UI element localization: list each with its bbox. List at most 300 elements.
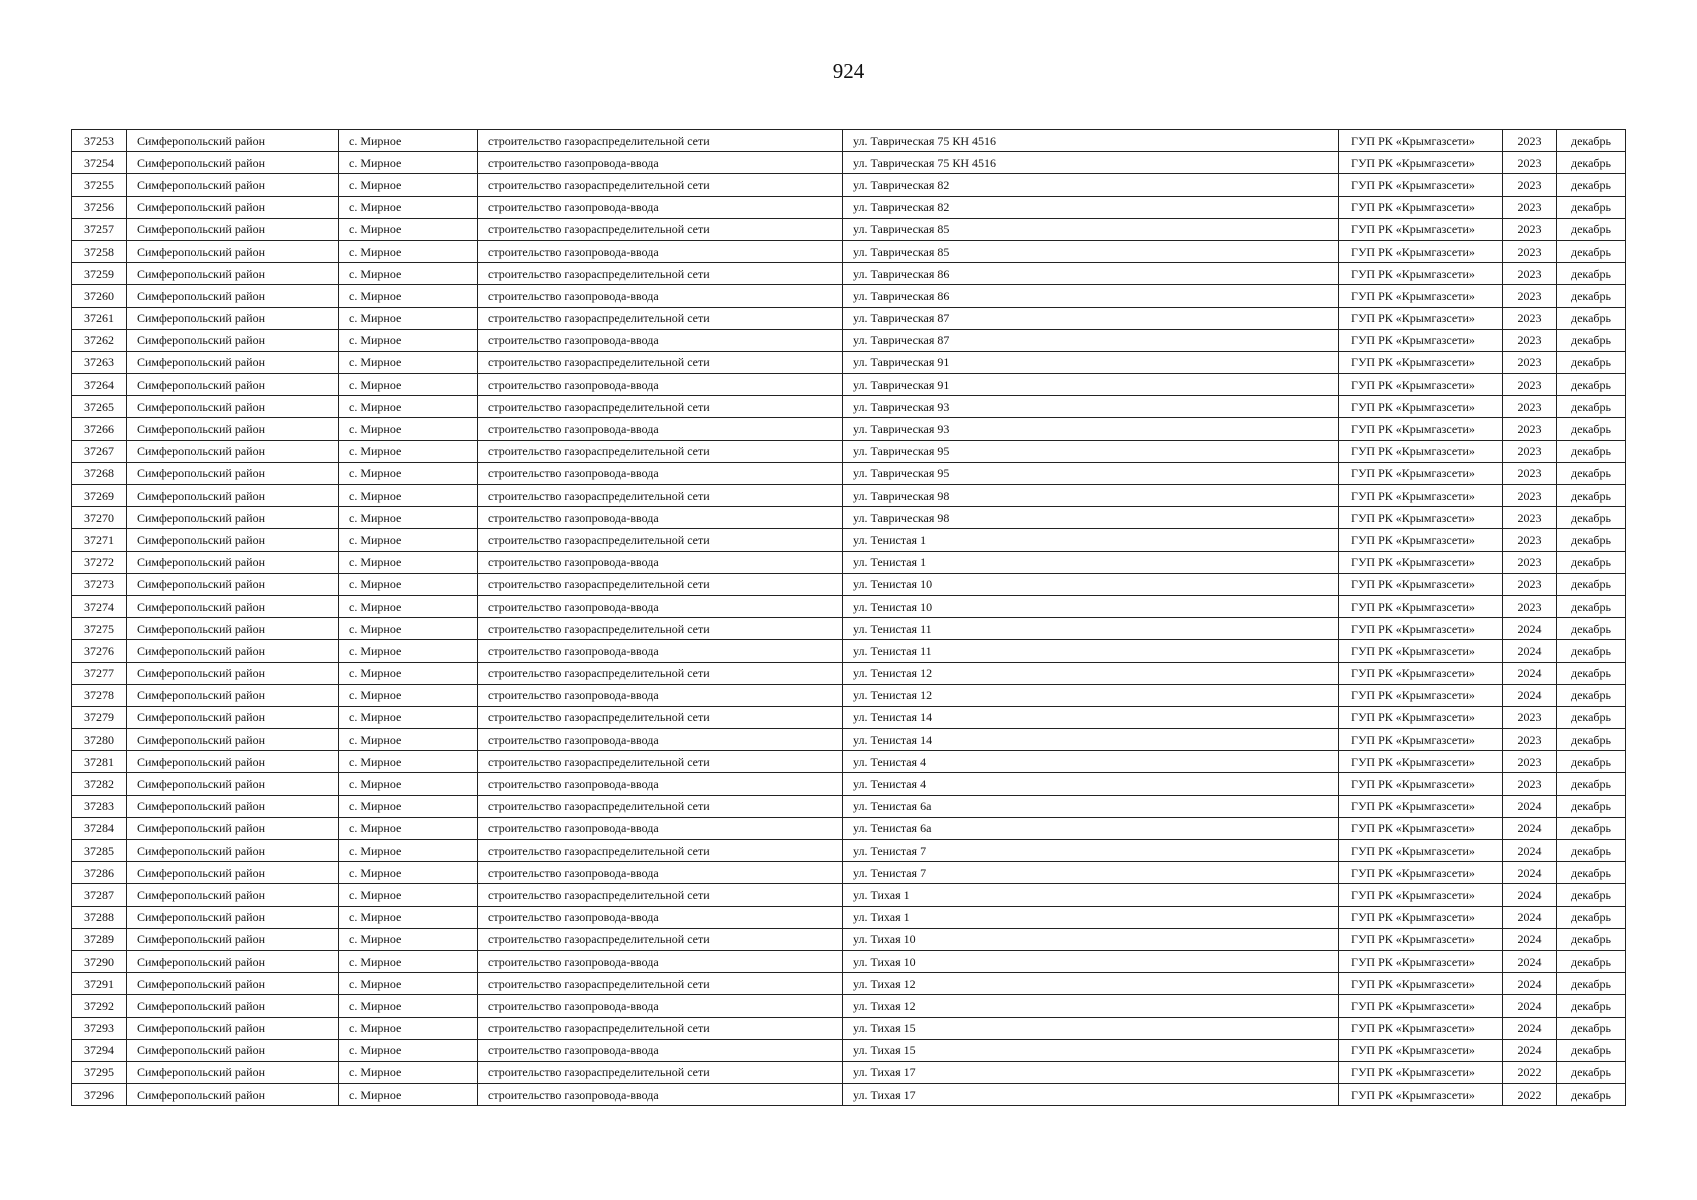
year-cell: 2023 xyxy=(1503,240,1557,262)
row-number: 37261 xyxy=(72,307,127,329)
work-type-cell: строительство газопровода-ввода xyxy=(478,595,843,617)
district-cell: Симферопольский район xyxy=(127,906,339,928)
month-cell: декабрь xyxy=(1557,152,1626,174)
year-cell: 2023 xyxy=(1503,263,1557,285)
organization-cell: ГУП РК «Крымгазсети» xyxy=(1339,640,1503,662)
table-row xyxy=(72,618,1626,640)
address-cell: ул. Таврическая 91 xyxy=(843,351,1339,373)
organization-cell: ГУП РК «Крымгазсети» xyxy=(1339,174,1503,196)
row-number: 37260 xyxy=(72,285,127,307)
table-row xyxy=(72,329,1626,351)
table-row xyxy=(72,130,1626,152)
month-cell: декабрь xyxy=(1557,995,1626,1017)
year-cell: 2023 xyxy=(1503,751,1557,773)
work-type-cell: строительство газопровода-ввода xyxy=(478,462,843,484)
district-cell: Симферопольский район xyxy=(127,196,339,218)
settlement-cell: с. Мирное xyxy=(339,374,478,396)
settlement-cell: с. Мирное xyxy=(339,995,478,1017)
settlement-cell: с. Мирное xyxy=(339,440,478,462)
work-type-cell: строительство газораспределительной сети xyxy=(478,884,843,906)
settlement-cell: с. Мирное xyxy=(339,174,478,196)
page-number: 924 xyxy=(832,59,865,83)
work-type-cell: строительство газораспределительной сети xyxy=(478,573,843,595)
address-cell: ул. Тихая 12 xyxy=(843,973,1339,995)
district-cell: Симферопольский район xyxy=(127,618,339,640)
registry-table xyxy=(71,129,1626,1106)
district-cell: Симферопольский район xyxy=(127,418,339,440)
organization-cell: ГУП РК «Крымгазсети» xyxy=(1339,795,1503,817)
district-cell: Симферопольский район xyxy=(127,507,339,529)
address-cell: ул. Тихая 15 xyxy=(843,1017,1339,1039)
settlement-cell: с. Мирное xyxy=(339,462,478,484)
district-cell: Симферопольский район xyxy=(127,462,339,484)
work-type-cell: строительство газопровода-ввода xyxy=(478,729,843,751)
organization-cell: ГУП РК «Крымгазсети» xyxy=(1339,440,1503,462)
row-number: 37289 xyxy=(72,928,127,950)
address-cell: ул. Таврическая 85 xyxy=(843,240,1339,262)
organization-cell: ГУП РК «Крымгазсети» xyxy=(1339,240,1503,262)
row-number: 37259 xyxy=(72,263,127,285)
year-cell: 2023 xyxy=(1503,551,1557,573)
work-type-cell: строительство газопровода-ввода xyxy=(478,950,843,972)
month-cell: декабрь xyxy=(1557,1061,1626,1083)
year-cell: 2023 xyxy=(1503,130,1557,152)
year-cell: 2022 xyxy=(1503,1084,1557,1106)
work-type-cell: строительство газораспределительной сети xyxy=(478,706,843,728)
table-row xyxy=(72,995,1626,1017)
address-cell: ул. Таврическая 98 xyxy=(843,507,1339,529)
month-cell: декабрь xyxy=(1557,573,1626,595)
address-cell: ул. Тенистая 14 xyxy=(843,729,1339,751)
address-cell: ул. Тенистая 12 xyxy=(843,684,1339,706)
district-cell: Симферопольский район xyxy=(127,928,339,950)
settlement-cell: с. Мирное xyxy=(339,285,478,307)
row-number: 37284 xyxy=(72,817,127,839)
settlement-cell: с. Мирное xyxy=(339,1017,478,1039)
year-cell: 2023 xyxy=(1503,729,1557,751)
work-type-cell: строительство газопровода-ввода xyxy=(478,196,843,218)
table-row xyxy=(72,884,1626,906)
address-cell: ул. Таврическая 91 xyxy=(843,374,1339,396)
row-number: 37291 xyxy=(72,973,127,995)
month-cell: декабрь xyxy=(1557,418,1626,440)
address-cell: ул. Таврическая 98 xyxy=(843,485,1339,507)
organization-cell: ГУП РК «Крымгазсети» xyxy=(1339,573,1503,595)
work-type-cell: строительство газопровода-ввода xyxy=(478,1039,843,1061)
organization-cell: ГУП РК «Крымгазсети» xyxy=(1339,995,1503,1017)
settlement-cell: с. Мирное xyxy=(339,928,478,950)
address-cell: ул. Таврическая 95 xyxy=(843,440,1339,462)
table-row xyxy=(72,174,1626,196)
row-number: 37276 xyxy=(72,640,127,662)
row-number: 37262 xyxy=(72,329,127,351)
work-type-cell: строительство газораспределительной сети xyxy=(478,529,843,551)
organization-cell: ГУП РК «Крымгазсети» xyxy=(1339,884,1503,906)
table-row xyxy=(72,729,1626,751)
district-cell: Симферопольский район xyxy=(127,351,339,373)
year-cell: 2023 xyxy=(1503,396,1557,418)
table-row xyxy=(72,928,1626,950)
year-cell: 2024 xyxy=(1503,950,1557,972)
settlement-cell: с. Мирное xyxy=(339,196,478,218)
month-cell: декабрь xyxy=(1557,906,1626,928)
settlement-cell: с. Мирное xyxy=(339,1084,478,1106)
district-cell: Симферопольский район xyxy=(127,595,339,617)
organization-cell: ГУП РК «Крымгазсети» xyxy=(1339,1039,1503,1061)
year-cell: 2023 xyxy=(1503,374,1557,396)
organization-cell: ГУП РК «Крымгазсети» xyxy=(1339,351,1503,373)
month-cell: декабрь xyxy=(1557,263,1626,285)
month-cell: декабрь xyxy=(1557,462,1626,484)
row-number: 37266 xyxy=(72,418,127,440)
district-cell: Симферопольский район xyxy=(127,329,339,351)
address-cell: ул. Тихая 10 xyxy=(843,950,1339,972)
month-cell: декабрь xyxy=(1557,396,1626,418)
district-cell: Симферопольский район xyxy=(127,218,339,240)
work-type-cell: строительство газораспределительной сети xyxy=(478,485,843,507)
address-cell: ул. Тихая 10 xyxy=(843,928,1339,950)
table-row xyxy=(72,440,1626,462)
district-cell: Симферопольский район xyxy=(127,684,339,706)
month-cell: декабрь xyxy=(1557,1017,1626,1039)
year-cell: 2024 xyxy=(1503,862,1557,884)
row-number: 37290 xyxy=(72,950,127,972)
address-cell: ул. Таврическая 87 xyxy=(843,307,1339,329)
month-cell: декабрь xyxy=(1557,862,1626,884)
work-type-cell: строительство газораспределительной сети xyxy=(478,1061,843,1083)
district-cell: Симферопольский район xyxy=(127,640,339,662)
settlement-cell: с. Мирное xyxy=(339,240,478,262)
year-cell: 2023 xyxy=(1503,351,1557,373)
year-cell: 2024 xyxy=(1503,840,1557,862)
district-cell: Симферопольский район xyxy=(127,285,339,307)
work-type-cell: строительство газопровода-ввода xyxy=(478,285,843,307)
year-cell: 2023 xyxy=(1503,485,1557,507)
row-number: 37285 xyxy=(72,840,127,862)
district-cell: Симферопольский район xyxy=(127,773,339,795)
address-cell: ул. Таврическая 82 xyxy=(843,174,1339,196)
table-row xyxy=(72,684,1626,706)
organization-cell: ГУП РК «Крымгазсети» xyxy=(1339,418,1503,440)
row-number: 37295 xyxy=(72,1061,127,1083)
settlement-cell: с. Мирное xyxy=(339,396,478,418)
address-cell: ул. Тенистая 4 xyxy=(843,773,1339,795)
table-row xyxy=(72,218,1626,240)
year-cell: 2023 xyxy=(1503,462,1557,484)
settlement-cell: с. Мирное xyxy=(339,950,478,972)
row-number: 37275 xyxy=(72,618,127,640)
address-cell: ул. Таврическая 75 КН 4516 xyxy=(843,152,1339,174)
settlement-cell: с. Мирное xyxy=(339,640,478,662)
organization-cell: ГУП РК «Крымгазсети» xyxy=(1339,751,1503,773)
table-row xyxy=(72,263,1626,285)
table-row xyxy=(72,573,1626,595)
month-cell: декабрь xyxy=(1557,795,1626,817)
year-cell: 2024 xyxy=(1503,795,1557,817)
table-row xyxy=(72,840,1626,862)
table-row xyxy=(72,152,1626,174)
row-number: 37265 xyxy=(72,396,127,418)
settlement-cell: с. Мирное xyxy=(339,795,478,817)
work-type-cell: строительство газопровода-ввода xyxy=(478,418,843,440)
table-row xyxy=(72,795,1626,817)
month-cell: декабрь xyxy=(1557,595,1626,617)
address-cell: ул. Таврическая 93 xyxy=(843,418,1339,440)
row-number: 37294 xyxy=(72,1039,127,1061)
organization-cell: ГУП РК «Крымгазсети» xyxy=(1339,773,1503,795)
year-cell: 2023 xyxy=(1503,595,1557,617)
work-type-cell: строительство газопровода-ввода xyxy=(478,507,843,529)
table-row xyxy=(72,595,1626,617)
organization-cell: ГУП РК «Крымгазсети» xyxy=(1339,840,1503,862)
table-row xyxy=(72,950,1626,972)
month-cell: декабрь xyxy=(1557,1084,1626,1106)
table-row xyxy=(72,1084,1626,1106)
settlement-cell: с. Мирное xyxy=(339,263,478,285)
organization-cell: ГУП РК «Крымгазсети» xyxy=(1339,662,1503,684)
work-type-cell: строительство газопровода-ввода xyxy=(478,329,843,351)
district-cell: Симферопольский район xyxy=(127,1061,339,1083)
table-row xyxy=(72,1039,1626,1061)
settlement-cell: с. Мирное xyxy=(339,840,478,862)
row-number: 37283 xyxy=(72,795,127,817)
year-cell: 2023 xyxy=(1503,573,1557,595)
month-cell: декабрь xyxy=(1557,218,1626,240)
year-cell: 2023 xyxy=(1503,307,1557,329)
table-row xyxy=(72,196,1626,218)
work-type-cell: строительство газораспределительной сети xyxy=(478,751,843,773)
year-cell: 2024 xyxy=(1503,817,1557,839)
settlement-cell: с. Мирное xyxy=(339,973,478,995)
settlement-cell: с. Мирное xyxy=(339,751,478,773)
address-cell: ул. Тихая 1 xyxy=(843,906,1339,928)
row-number: 37293 xyxy=(72,1017,127,1039)
month-cell: декабрь xyxy=(1557,374,1626,396)
year-cell: 2023 xyxy=(1503,440,1557,462)
district-cell: Симферопольский район xyxy=(127,396,339,418)
organization-cell: ГУП РК «Крымгазсети» xyxy=(1339,1017,1503,1039)
month-cell: декабрь xyxy=(1557,351,1626,373)
row-number: 37268 xyxy=(72,462,127,484)
district-cell: Симферопольский район xyxy=(127,950,339,972)
address-cell: ул. Тихая 17 xyxy=(843,1084,1339,1106)
row-number: 37282 xyxy=(72,773,127,795)
district-cell: Симферопольский район xyxy=(127,840,339,862)
month-cell: декабрь xyxy=(1557,729,1626,751)
district-cell: Симферопольский район xyxy=(127,1017,339,1039)
row-number: 37258 xyxy=(72,240,127,262)
district-cell: Симферопольский район xyxy=(127,662,339,684)
month-cell: декабрь xyxy=(1557,174,1626,196)
work-type-cell: строительство газопровода-ввода xyxy=(478,773,843,795)
work-type-cell: строительство газопровода-ввода xyxy=(478,640,843,662)
row-number: 37287 xyxy=(72,884,127,906)
settlement-cell: с. Мирное xyxy=(339,152,478,174)
settlement-cell: с. Мирное xyxy=(339,507,478,529)
year-cell: 2023 xyxy=(1503,218,1557,240)
address-cell: ул. Тенистая 1 xyxy=(843,551,1339,573)
organization-cell: ГУП РК «Крымгазсети» xyxy=(1339,684,1503,706)
year-cell: 2024 xyxy=(1503,928,1557,950)
month-cell: декабрь xyxy=(1557,618,1626,640)
organization-cell: ГУП РК «Крымгазсети» xyxy=(1339,551,1503,573)
year-cell: 2023 xyxy=(1503,706,1557,728)
address-cell: ул. Таврическая 75 КН 4516 xyxy=(843,130,1339,152)
settlement-cell: с. Мирное xyxy=(339,684,478,706)
month-cell: декабрь xyxy=(1557,307,1626,329)
row-number: 37280 xyxy=(72,729,127,751)
address-cell: ул. Таврическая 86 xyxy=(843,263,1339,285)
table-row xyxy=(72,374,1626,396)
table-row xyxy=(72,906,1626,928)
organization-cell: ГУП РК «Крымгазсети» xyxy=(1339,706,1503,728)
table-row xyxy=(72,462,1626,484)
row-number: 37273 xyxy=(72,573,127,595)
work-type-cell: строительство газораспределительной сети xyxy=(478,928,843,950)
work-type-cell: строительство газопровода-ввода xyxy=(478,817,843,839)
district-cell: Симферопольский район xyxy=(127,240,339,262)
organization-cell: ГУП РК «Крымгазсети» xyxy=(1339,285,1503,307)
table-row xyxy=(72,551,1626,573)
district-cell: Симферопольский район xyxy=(127,884,339,906)
work-type-cell: строительство газораспределительной сети xyxy=(478,795,843,817)
table-row xyxy=(72,529,1626,551)
settlement-cell: с. Мирное xyxy=(339,884,478,906)
organization-cell: ГУП РК «Крымгазсети» xyxy=(1339,928,1503,950)
month-cell: декабрь xyxy=(1557,329,1626,351)
address-cell: ул. Тенистая 10 xyxy=(843,573,1339,595)
year-cell: 2023 xyxy=(1503,529,1557,551)
organization-cell: ГУП РК «Крымгазсети» xyxy=(1339,485,1503,507)
district-cell: Симферопольский район xyxy=(127,174,339,196)
district-cell: Симферопольский район xyxy=(127,1084,339,1106)
table-row xyxy=(72,662,1626,684)
work-type-cell: строительство газопровода-ввода xyxy=(478,1084,843,1106)
address-cell: ул. Тенистая 11 xyxy=(843,618,1339,640)
address-cell: ул. Тенистая 6а xyxy=(843,795,1339,817)
table-row xyxy=(72,1017,1626,1039)
address-cell: ул. Тенистая 1 xyxy=(843,529,1339,551)
table-row xyxy=(72,1061,1626,1083)
row-number: 37279 xyxy=(72,706,127,728)
table-row xyxy=(72,485,1626,507)
month-cell: декабрь xyxy=(1557,130,1626,152)
district-cell: Симферопольский район xyxy=(127,973,339,995)
table-row xyxy=(72,706,1626,728)
year-cell: 2023 xyxy=(1503,196,1557,218)
year-cell: 2023 xyxy=(1503,329,1557,351)
organization-cell: ГУП РК «Крымгазсети» xyxy=(1339,862,1503,884)
row-number: 37277 xyxy=(72,662,127,684)
month-cell: декабрь xyxy=(1557,684,1626,706)
row-number: 37264 xyxy=(72,374,127,396)
address-cell: ул. Тенистая 4 xyxy=(843,751,1339,773)
work-type-cell: строительство газопровода-ввода xyxy=(478,152,843,174)
year-cell: 2023 xyxy=(1503,285,1557,307)
organization-cell: ГУП РК «Крымгазсети» xyxy=(1339,595,1503,617)
work-type-cell: строительство газопровода-ввода xyxy=(478,995,843,1017)
organization-cell: ГУП РК «Крымгазсети» xyxy=(1339,729,1503,751)
address-cell: ул. Таврическая 85 xyxy=(843,218,1339,240)
district-cell: Симферопольский район xyxy=(127,862,339,884)
settlement-cell: с. Мирное xyxy=(339,1061,478,1083)
row-number: 37269 xyxy=(72,485,127,507)
year-cell: 2024 xyxy=(1503,618,1557,640)
organization-cell: ГУП РК «Крымгазсети» xyxy=(1339,529,1503,551)
organization-cell: ГУП РК «Крымгазсети» xyxy=(1339,973,1503,995)
month-cell: декабрь xyxy=(1557,551,1626,573)
month-cell: декабрь xyxy=(1557,529,1626,551)
work-type-cell: строительство газораспределительной сети xyxy=(478,218,843,240)
row-number: 37253 xyxy=(72,130,127,152)
settlement-cell: с. Мирное xyxy=(339,130,478,152)
organization-cell: ГУП РК «Крымгазсети» xyxy=(1339,307,1503,329)
month-cell: декабрь xyxy=(1557,196,1626,218)
row-number: 37274 xyxy=(72,595,127,617)
row-number: 37267 xyxy=(72,440,127,462)
address-cell: ул. Тенистая 7 xyxy=(843,840,1339,862)
table-row xyxy=(72,751,1626,773)
month-cell: декабрь xyxy=(1557,751,1626,773)
district-cell: Симферопольский район xyxy=(127,706,339,728)
month-cell: декабрь xyxy=(1557,706,1626,728)
year-cell: 2024 xyxy=(1503,662,1557,684)
month-cell: декабрь xyxy=(1557,240,1626,262)
row-number: 37263 xyxy=(72,351,127,373)
month-cell: декабрь xyxy=(1557,973,1626,995)
year-cell: 2024 xyxy=(1503,1017,1557,1039)
address-cell: ул. Тенистая 11 xyxy=(843,640,1339,662)
organization-cell: ГУП РК «Крымгазсети» xyxy=(1339,329,1503,351)
settlement-cell: с. Мирное xyxy=(339,817,478,839)
address-cell: ул. Тихая 15 xyxy=(843,1039,1339,1061)
month-cell: декабрь xyxy=(1557,440,1626,462)
row-number: 37281 xyxy=(72,751,127,773)
settlement-cell: с. Мирное xyxy=(339,351,478,373)
registry-table-body xyxy=(72,130,1626,1106)
district-cell: Симферопольский район xyxy=(127,729,339,751)
year-cell: 2023 xyxy=(1503,507,1557,529)
year-cell: 2022 xyxy=(1503,1061,1557,1083)
year-cell: 2024 xyxy=(1503,973,1557,995)
address-cell: ул. Таврическая 82 xyxy=(843,196,1339,218)
table-row xyxy=(72,307,1626,329)
district-cell: Симферопольский район xyxy=(127,1039,339,1061)
settlement-cell: с. Мирное xyxy=(339,862,478,884)
organization-cell: ГУП РК «Крымгазсети» xyxy=(1339,374,1503,396)
address-cell: ул. Тенистая 12 xyxy=(843,662,1339,684)
row-number: 37256 xyxy=(72,196,127,218)
settlement-cell: с. Мирное xyxy=(339,662,478,684)
year-cell: 2024 xyxy=(1503,906,1557,928)
table-row xyxy=(72,817,1626,839)
table-row xyxy=(72,351,1626,373)
settlement-cell: с. Мирное xyxy=(339,573,478,595)
month-cell: декабрь xyxy=(1557,928,1626,950)
work-type-cell: строительство газораспределительной сети xyxy=(478,440,843,462)
row-number: 37270 xyxy=(72,507,127,529)
settlement-cell: с. Мирное xyxy=(339,485,478,507)
organization-cell: ГУП РК «Крымгазсети» xyxy=(1339,263,1503,285)
work-type-cell: строительство газопровода-ввода xyxy=(478,374,843,396)
settlement-cell: с. Мирное xyxy=(339,595,478,617)
work-type-cell: строительство газопровода-ввода xyxy=(478,862,843,884)
settlement-cell: с. Мирное xyxy=(339,729,478,751)
work-type-cell: строительство газопровода-ввода xyxy=(478,906,843,928)
work-type-cell: строительство газораспределительной сети xyxy=(478,396,843,418)
row-number: 37286 xyxy=(72,862,127,884)
address-cell: ул. Таврическая 86 xyxy=(843,285,1339,307)
